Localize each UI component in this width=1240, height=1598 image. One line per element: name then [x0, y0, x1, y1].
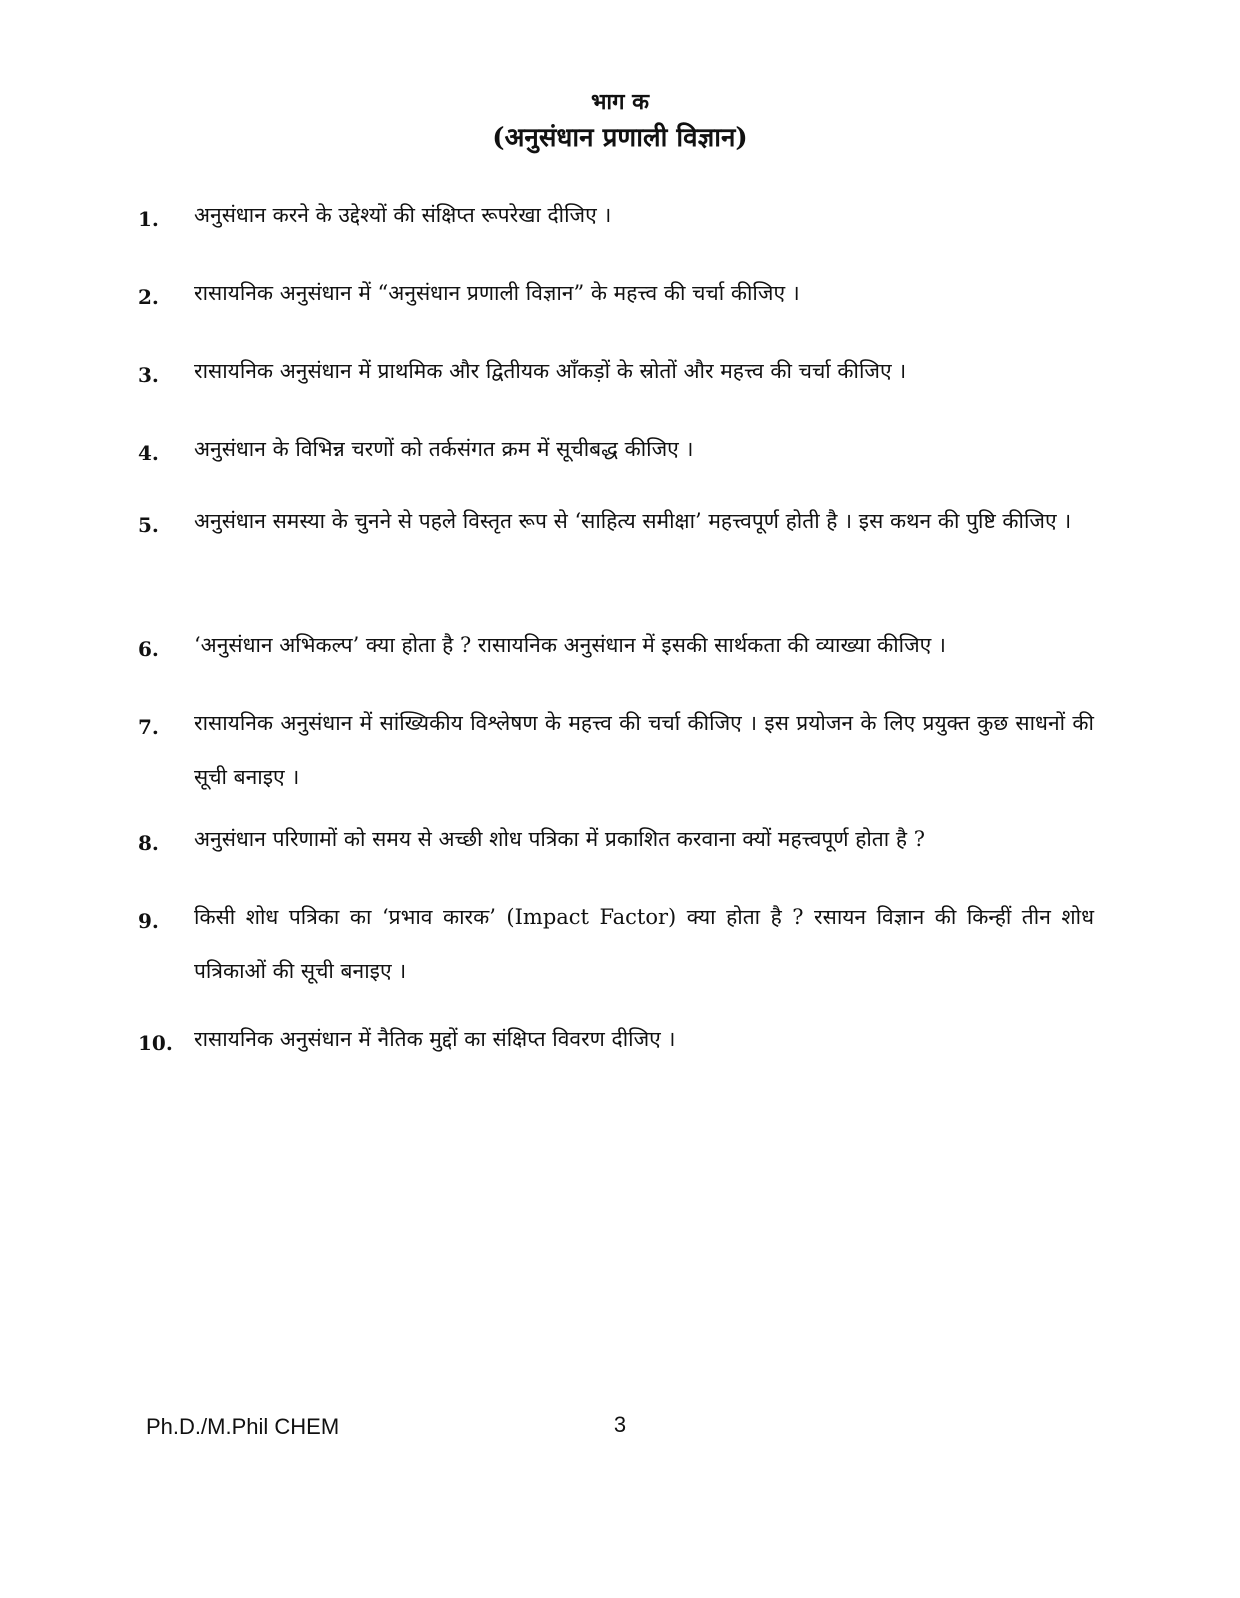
question-text: रासायनिक अनुसंधान में सांख्यिकीय विश्लेषण के महत्त्व की चर्चा कीजिए । इस प्रयोजन के लिए प्रयुक्त कुछ साधनों की सूची बनाइए ।: [194, 711, 1094, 789]
question-text: अनुसंधान के विभिन्न चरणों को तर्कसंगत क्रम में सूचीबद्ध कीजिए ।: [194, 437, 694, 461]
question-number: 9.: [138, 909, 159, 933]
question-number: 8.: [138, 831, 159, 855]
question-number: 10.: [138, 1031, 173, 1055]
question-number: 3.: [138, 363, 159, 387]
question-text: रासायनिक अनुसंधान में नैतिक मुद्दों का संक्षिप्त विवरण दीजिए ।: [194, 1027, 676, 1051]
question-text: अनुसंधान परिणामों को समय से अच्छी शोध पत्रिका में प्रकाशित करवाना क्यों महत्त्वपूर्ण होता है ?: [194, 827, 925, 851]
question-text: रासायनिक अनुसंधान में “अनुसंधान प्रणाली विज्ञान” के महत्त्व की चर्चा कीजिए ।: [194, 281, 800, 305]
question-number: 4.: [138, 441, 159, 465]
question-text: अनुसंधान करने के उद्देश्यों की संक्षिप्त रूपरेखा दीजिए ।: [194, 203, 612, 227]
question-number: 1.: [138, 207, 159, 231]
question-number: 6.: [138, 637, 159, 661]
question-text: रासायनिक अनुसंधान में प्राथमिक और द्वितीयक आँकड़ों के स्रोतों और महत्त्व की चर्चा कीजिए ।: [194, 359, 907, 383]
question-number: 7.: [138, 715, 159, 739]
question-text: किसी शोध पत्रिका का ‘प्रभाव कारक’ (Impact Factor) क्या होता है ? रसायन विज्ञान की किन्हीं तीन शोध पत्रिकाओं की सूची बनाइए ।: [194, 905, 1094, 983]
question-text: अनुसंधान समस्या के चुनने से पहले विस्तृत रूप से ‘साहित्य समीक्षा’ महत्त्वपूर्ण होती है । इस कथन की पुष्टि कीजिए ।: [194, 509, 1072, 533]
question-number: 2.: [138, 285, 159, 309]
section-subtitle: (अनुसंधान प्रणाली विज्ञान): [492, 123, 748, 153]
question-number: 5.: [138, 513, 159, 537]
course-code: Ph.D./M.Phil CHEM: [146, 1414, 340, 1439]
page-number: 3: [613, 1412, 627, 1437]
question-text: ‘अनुसंधान अभिकल्प’ क्या होता है ? रासायनिक अनुसंधान में इसकी सार्थकता की व्याख्या कीजिए ।: [194, 633, 946, 657]
section-title: भाग क: [590, 89, 650, 115]
